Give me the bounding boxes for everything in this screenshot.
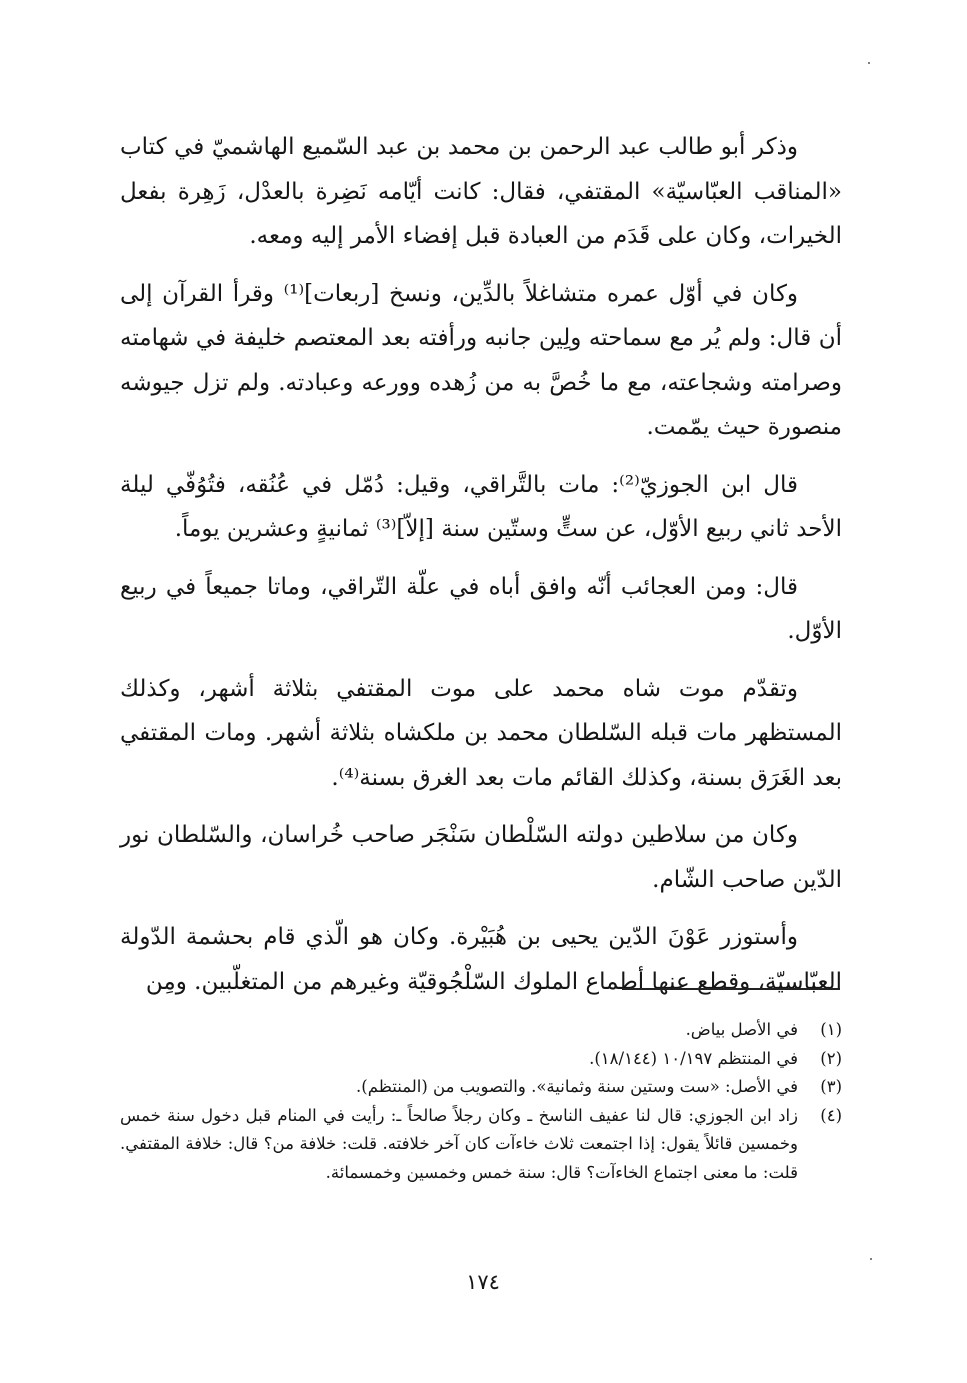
paragraph: وتقدّم موت شاه محمد على موت المقتفي بثلاثة أشهر، وكذلك المستظهر مات قبله السّلطان محمد بن ملكشاه بثلاثة أشهر. ومات المقتفي بعد الغَرَق بسنة، وكذلك القائم مات بعد الغرق بسنة⁽⁴⁾. [120,675,842,791]
footnote-number: (٣) [820,1077,842,1096]
footnote-text: في الأصل بياض. [685,1020,798,1039]
footnote-text: في المنتظم ١٠/١٩٧ (١٨/١٤٤). [589,1048,798,1068]
footnote-number: (٢) [820,1048,842,1068]
paragraph: قال ابن الجوزيّ⁽²⁾: مات بالتَّراقي، وقيل: دُمّل في عُنُقه، فتُوُفّي ليلة الأحد ثاني ربيع الأوّل، عن ستٍّ وستّين سنة [إلاّ]⁽³⁾ ثمانيةٍ وعشرين يوماً. [120,471,842,542]
paragraph: وذكر أبو طالب عبد الرحمن بن محمد بن عبد السّميع الهاشميّ في كتاب «المناقب العبّاسيّة» المقتفي، فقال: كانت أيّامه نَضِرة بالعدْل، زَهِرة بفعل الخيرات، وكان على قَدَم من العبادة قبل إفضاء الأمر إليه ومعه. [120,134,842,249]
main-text [120,125,842,1017]
footnote-number: (١) [820,1020,842,1039]
footnote-number: (٤) [820,1105,842,1125]
footnote [120,1016,842,1045]
paragraph: وكان من سلاطين دولته السّلْطان سَنْجَر صاحب خُراسان، والسّلطان نور الدّين صاحب الشّام. [120,822,842,893]
footnote-text: في الأصل: «ست وستين سنة وثمانية». والتصويب من (المنتظم). [356,1077,798,1096]
paragraph: وأستوزر عَوْنَ الدّين يحيى بن هُبَيْرة. وكان هو الّذي قام بحشمة الدّولة العبّاسيّة، وقطع عنها أطماع الملوك السّلْجُوقيّة وغيرهم من المتغلّبين. ومِن [120,924,842,995]
scan-speck [868,62,870,64]
footnotes [120,1016,842,1187]
scan-speck [870,1258,872,1260]
page-number: ١٧٤ [466,1270,500,1294]
footnote [120,1102,842,1188]
paragraph: وكان في أوّل عمره متشاغلاً بالدِّين، ونسخ [ربعات]⁽¹⁾ وقرأ القرآن إلى أن قال: ولم يُر مع سماحته ولِين جانبه ورأفته بعد المعتصم خليفة في شهامته وصرامته وشجاعته، مع ما خُصَّ به من زُهده وورعه وعبادته. ولم تزل جيوشه منصورة حيث يمّمت. [120,280,842,440]
footnote-text: زاد ابن الجوزي: قال لنا عفيف الناسخ ـ وكان رجلاً صالحاً ـ: رأيت في المنام قبل دخول سنة خمس وخمسين قائلاً يقول: إذا اجتمعت ثلاث خاءآت كان آخر خلافته. قلت: خلافة من؟ قال: خلافة المقتفي. قلت: ما معنى اجتماع الخاءآت؟ قال: سنة خمس وخمسين وخمسمائة. [120,1105,798,1182]
footnote [120,1073,842,1102]
footnote-separator [622,988,840,990]
paragraph: قال: ومن العجائب أنّه وافق أباه في علّة التّراقي، وماتا جميعاً في ربيع الأوّل. [120,573,842,644]
footnote [120,1045,842,1074]
